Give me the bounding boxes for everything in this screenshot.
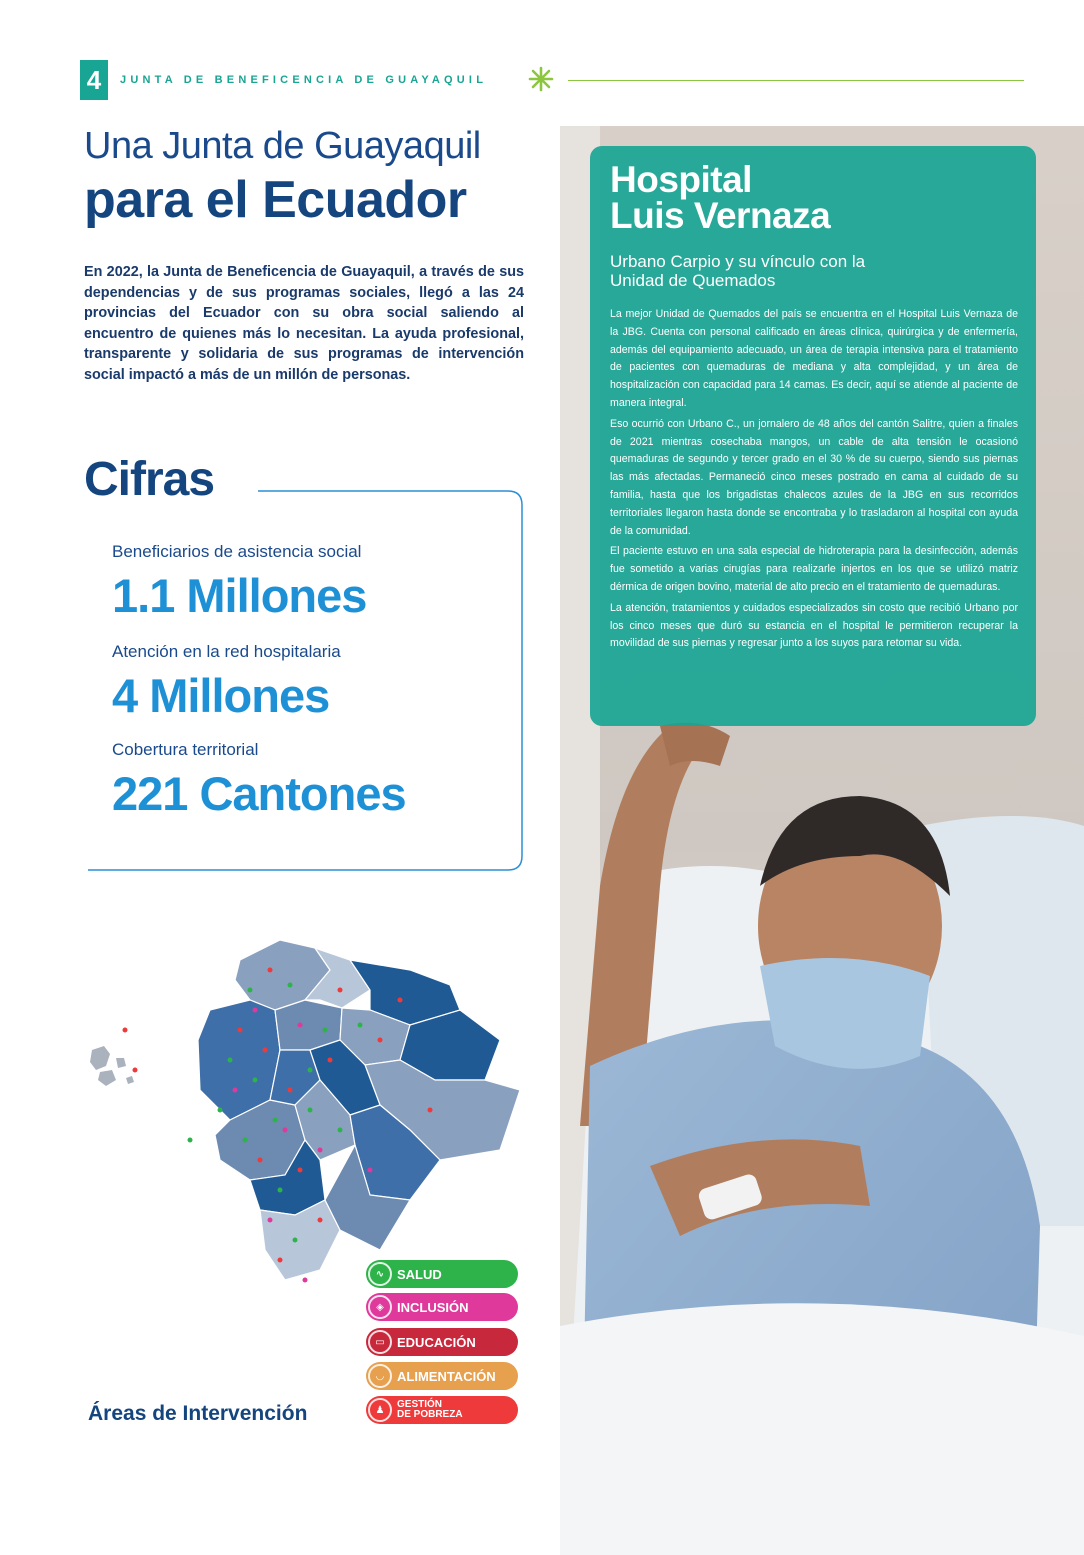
legend-alimentacion: ◡ ALIMENTACIÓN [366, 1362, 518, 1390]
intro-paragraph: En 2022, la Junta de Beneficencia de Guayaquil, a través de sus dependencias y de sus programas sociales, llegó a las 24 provincias del Ecuador con su obra social saliendo al encuentro de quienes más lo necesitan. La ayuda profesional, transparente y solidaria de sus programas de intervención social impactó a más de un millón de personas. [84, 264, 524, 383]
page-title-line2: para el Ecuador [84, 171, 467, 229]
legend-salud: ∿ SALUD [366, 1260, 518, 1288]
page-number: 4 [80, 60, 108, 100]
hospital-card [590, 146, 1036, 726]
ecuador-map [80, 930, 530, 1300]
legend-inclusion: ◈ INCLUSIÓN [366, 1293, 518, 1321]
cifras-title: Cifras [84, 453, 215, 506]
page-title-line1: Una Junta de Guayaquil [84, 125, 481, 167]
card-title: Hospital Luis Vernaza [610, 159, 831, 236]
header-rule [568, 80, 1024, 81]
stat-label-cobertura: Cobertura territorial [112, 740, 259, 759]
legend-title: Áreas de Intervención [88, 1402, 308, 1425]
star-icon [528, 66, 554, 92]
stat-value-hospitalaria: 4 Millones [112, 669, 330, 722]
stat-label-hospitalaria: Atención en la red hospitalaria [112, 642, 341, 661]
publication-title: JUNTA DE BENEFICENCIA DE GUAYAQUIL [120, 74, 488, 86]
card-subtitle: Urbano Carpio y su vínculo con la Unidad de Quemados [610, 252, 866, 290]
inclusion-icon: ◈ [368, 1295, 392, 1319]
galapagos-islands [90, 1046, 134, 1086]
people-icon: ♟ [368, 1398, 392, 1422]
food-icon: ◡ [368, 1364, 392, 1388]
card-paragraph: La mejor Unidad de Quemados del país se encuentra en el Hospital Luis Vernaza de la JBG. Cuenta con personal calificado en áreas clínica, quirúrgica y de enfermería, además del equipamiento adecuado, un área de terapia intensiva para el tratamiento de pacientes con quemaduras de mediana y alta complejidad, y un área de hospitalización con capacidad para 14 camas. Es decir, aquí se atiende al paciente de manera integral. [610, 308, 1018, 409]
card-body [610, 306, 1018, 656]
stat-value-cobertura: 221 Cantones [112, 767, 406, 820]
book-icon: ▭ [368, 1330, 392, 1354]
heartbeat-icon: ∿ [368, 1262, 392, 1286]
card-paragraph: El paciente estuvo en una sala especial de hidroterapia para la desinfección, además fue sometido a varias cirugías para realizarle injertos en los que se utilizó matriz dérmica de origen bovino, material de alto precio en el tratamiento de quemaduras. [610, 545, 1018, 593]
card-paragraph: La atención, tratamientos y cuidados especializados sin costo que recibió Urbano por los cinco meses que duró su estancia en el hospital le permitieron recuperar la movilidad de sus piernas y regresar junto a los suyos para retomar su vida. [610, 601, 1018, 650]
legend-gestion-pobreza: ♟ GESTIÓN DE POBREZA [366, 1396, 518, 1424]
card-paragraph: Eso ocurrió con Urbano C., un jornalero de 48 años del cantón Salitre, quien a finales de 2021 mientras cosechaba mangos, un cable de alta tensión le ocasionó quemaduras de segundo y tercer grado en el 30 % de su cuerpo, siendo sus piernas las más afectadas. Permaneció cinco meses postrado en cama al cuidado de su familia, hasta que los brigadistas chalecos azules de la JBG en sus recorridos territoriales llegaron hasta donde se encontraba y lo trasladaron al hospital con ayuda de la comunidad. [610, 417, 1018, 537]
legend-educacion: ▭ EDUCACIÓN [366, 1328, 518, 1356]
stat-label-beneficiarios: Beneficiarios de asistencia social [112, 542, 362, 561]
province-loja [260, 1200, 340, 1280]
stat-value-beneficiarios: 1.1 Millones [112, 569, 367, 622]
